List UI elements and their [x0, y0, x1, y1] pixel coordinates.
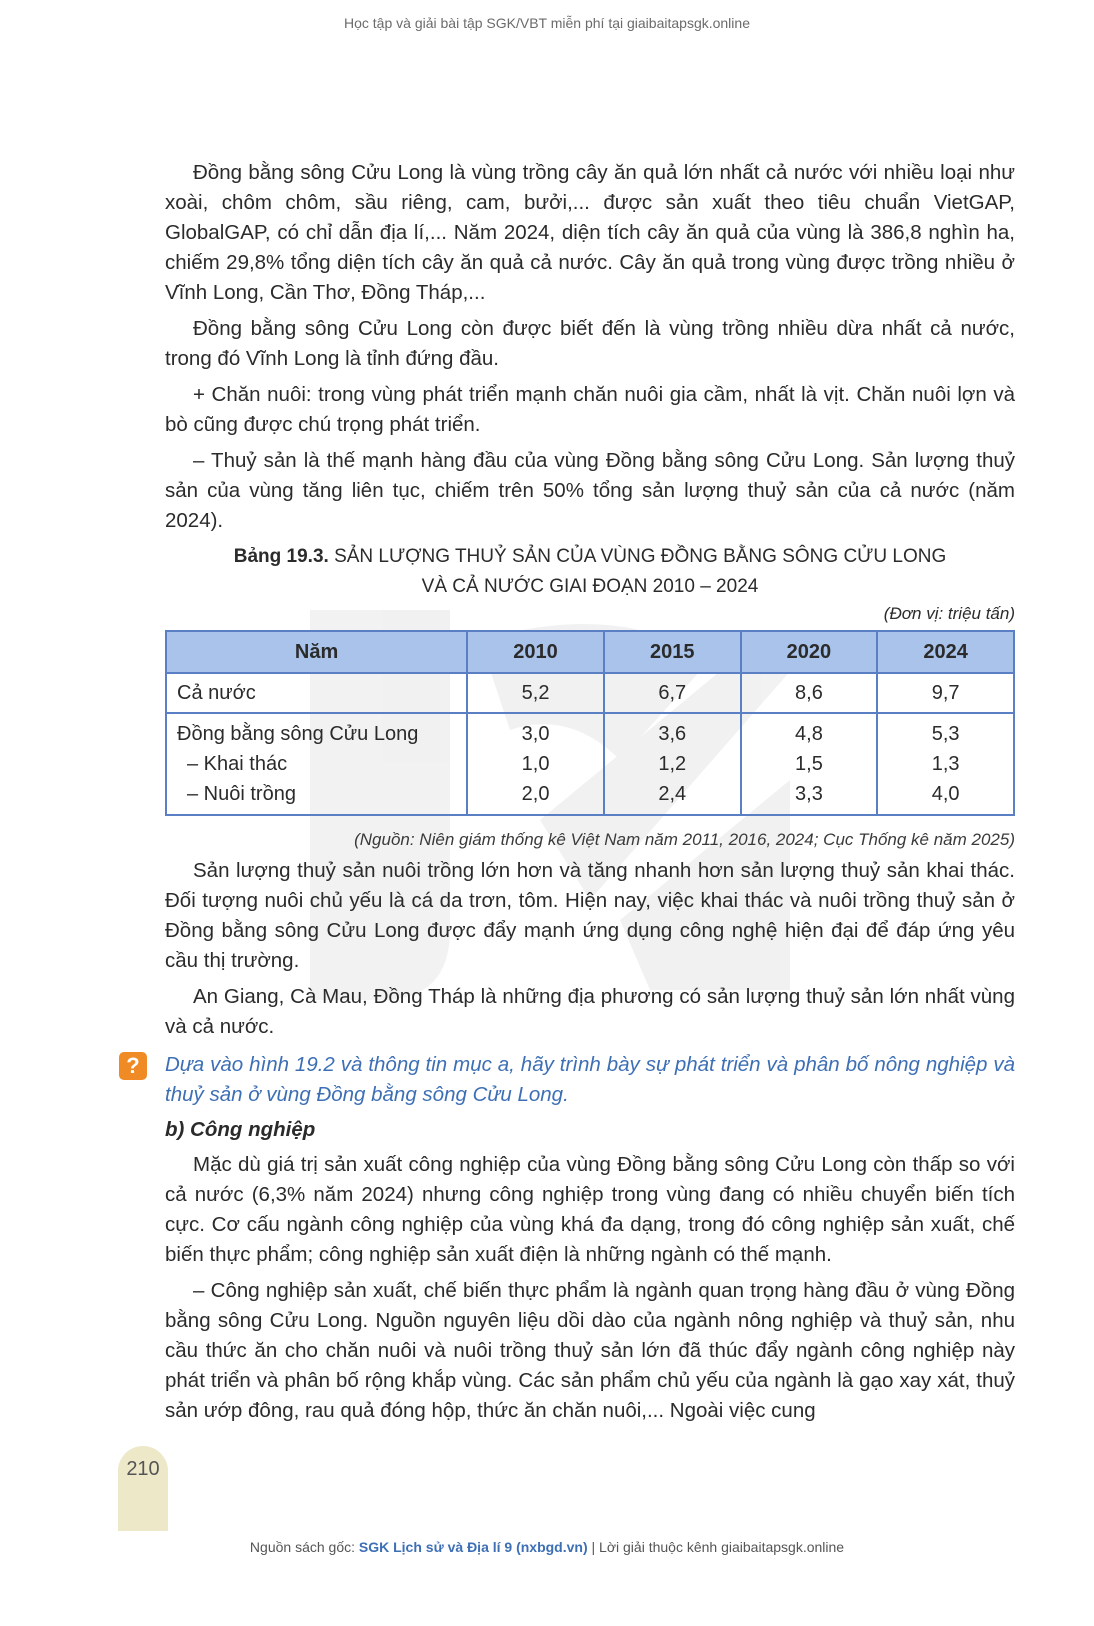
row-label-mekong — [166, 713, 467, 815]
cell-value: 3,3 — [795, 783, 823, 805]
cell-value: 2,4 — [658, 783, 687, 805]
paragraph-provinces: An Giang, Cà Mau, Đồng Tháp là những địa phương có sản lượng thuỷ sản lớn nhất vùng và cả nước. — [165, 985, 1015, 1038]
row-label-region: Đồng bằng sông Cửu Long — [177, 723, 419, 745]
table-caption-line2: VÀ CẢ NƯỚC GIAI ĐOẠN 2010 – 2024 — [421, 576, 759, 597]
top-banner: Học tập và giải bài tập SGK/VBT miễn phí tại giaibaitapsgk.online — [344, 15, 750, 31]
cell-value: 4,0 — [931, 783, 960, 805]
table-cell: 9,7 — [877, 673, 1014, 713]
table-cell — [467, 713, 604, 815]
page-content — [126, 158, 1015, 1432]
header-2010: 2010 — [467, 631, 604, 673]
page-number: 210 — [126, 1458, 160, 1480]
page-number-tab — [118, 1446, 168, 1531]
section-heading-industry: b) Công nghiệp — [165, 1118, 316, 1141]
paragraph-aquaculture: Sản lượng thuỷ sản nuôi trồng lớn hơn và tăng nhanh hơn sản lượng thuỷ sản khai thác. Đối tượng nuôi chủ yếu là cá da trơn, tôm. Hiện nay, việc khai thác và nuôi trồng thuỷ sản ở Đồng bằng sông Cửu Long được đẩy mạnh ứng dụng công nghệ hiện đại để đáp ứng yêu cầu thị trường. — [165, 859, 1015, 972]
question-icon: ? — [119, 1052, 147, 1080]
header-year: Năm — [166, 631, 467, 673]
table-caption-label: Bảng 19.3. — [233, 546, 329, 567]
paragraph-coconut: Đồng bằng sông Cửu Long còn được biết đến là vùng trồng nhiều dừa nhất cả nước, trong đó Vĩnh Long là tỉnh đứng đầu. — [165, 317, 1015, 370]
table-row — [166, 673, 1014, 713]
cell-value: 4,8 — [795, 723, 823, 745]
question-block — [126, 1050, 1015, 1110]
footer — [0, 1539, 1094, 1555]
table-row — [166, 713, 1014, 815]
cell-value: 3,0 — [521, 723, 550, 745]
footer-prefix: Nguồn sách gốc: — [249, 1539, 359, 1555]
table-caption — [165, 542, 1015, 602]
table-header-row — [166, 631, 1014, 673]
footer-source-link[interactable]: SGK Lịch sử và Địa lí 9 (nxbgd.vn) — [358, 1539, 588, 1555]
paragraph-food-processing: – Công nghiệp sản xuất, chế biến thực phẩm là ngành quan trọng hàng đầu ở vùng Đồng bằng sông Cửu Long. Nguồn nguyên liệu dồi dào của ngành nông nghiệp và thuỷ sản, nhu cầu thức ăn cho chăn nuôi và nuôi trồng thuỷ sản lớn đã thúc đẩy ngành công nghiệp này phát triển và phân bố rộng khắp vùng. Các sản phẩm chủ yếu của ngành là gạo xay xát, thuỷ sản ướp đông, rau quả đóng hộp, thức ăn chăn nuôi,... Ngoài việc cung — [165, 1279, 1015, 1422]
cell-value: 1,0 — [521, 753, 550, 775]
row-label-capture: – Khai thác — [187, 753, 288, 775]
cell-value: 5,3 — [931, 723, 960, 745]
header-2024: 2024 — [877, 631, 1014, 673]
cell-value: 2,0 — [521, 783, 550, 805]
paragraph-livestock: + Chăn nuôi: trong vùng phát triển mạnh chăn nuôi gia cầm, nhất là vịt. Chăn nuôi lợn và bò cũng được chú trọng phát triển. — [165, 383, 1015, 436]
cell-value: 1,5 — [795, 753, 823, 775]
fisheries-table — [165, 630, 1015, 816]
header-2020: 2020 — [741, 631, 878, 673]
paragraph-fisheries: – Thuỷ sản là thế mạnh hàng đầu của vùng Đồng bằng sông Cửu Long. Sản lượng thuỷ sản của vùng tăng liên tục, chiếm trên 50% tổng sản lượng thuỷ sản của cả nước (năm 2024). — [165, 449, 1015, 532]
table-cell — [604, 713, 741, 815]
table-cell: 5,2 — [467, 673, 604, 713]
table-unit: (Đơn vị: triệu tấn) — [883, 604, 1015, 623]
table-cell — [877, 713, 1014, 815]
row-label-country: Cả nước — [166, 673, 467, 713]
table-cell: 8,6 — [741, 673, 878, 713]
table-cell — [741, 713, 878, 815]
footer-suffix: | Lời giải thuộc kênh giaibaitapsgk.online — [587, 1539, 845, 1555]
cell-value: 3,6 — [658, 723, 687, 745]
header-2015: 2015 — [604, 631, 741, 673]
row-label-aquaculture: – Nuôi trồng — [187, 783, 296, 805]
paragraph-fruit-trees: Đồng bằng sông Cửu Long là vùng trồng cây ăn quả lớn nhất cả nước với nhiều loại như xoài, chôm chôm, sầu riêng, cam, bưởi,... được sản xuất theo tiêu chuẩn VietGAP, GlobalGAP, có chỉ dẫn địa lí,... Năm 2024, diện tích cây ăn quả của vùng là 386,8 nghìn ha, chiếm 29,8% tổng diện tích cây ăn quả cả nước. Cây ăn quả trong vùng được trồng nhiều ở Vĩnh Long, Cần Thơ, Đồng Tháp,... — [165, 161, 1015, 304]
cell-value: 1,2 — [658, 753, 687, 775]
paragraph-industry-overview: Mặc dù giá trị sản xuất công nghiệp của vùng Đồng bằng sông Cửu Long còn thấp so với cả nước (6,3% năm 2024) nhưng công nghiệp trong vùng đang có nhiều chuyển biến tích cực. Cơ cấu ngành công nghiệp của vùng khá đa dạng, trong đó công nghiệp sản xuất, chế biến thực phẩm; công nghiệp sản xuất điện là những ngành có thế mạnh. — [165, 1153, 1015, 1266]
cell-value: 1,3 — [931, 753, 960, 775]
table-cell: 6,7 — [604, 673, 741, 713]
table-source: (Nguồn: Niên giám thống kê Việt Nam năm 2011, 2016, 2024; Cục Thống kê năm 2025) — [354, 830, 1015, 849]
table-caption-line1: SẢN LƯỢNG THUỶ SẢN CỦA VÙNG ĐỒNG BẰNG SÔNG CỬU LONG — [334, 546, 947, 567]
question-text: Dựa vào hình 19.2 và thông tin mục a, hãy trình bày sự phát triển và phân bố nông nghiệp và thuỷ sản ở vùng Đồng bằng sông Cửu Long. — [165, 1053, 1015, 1106]
